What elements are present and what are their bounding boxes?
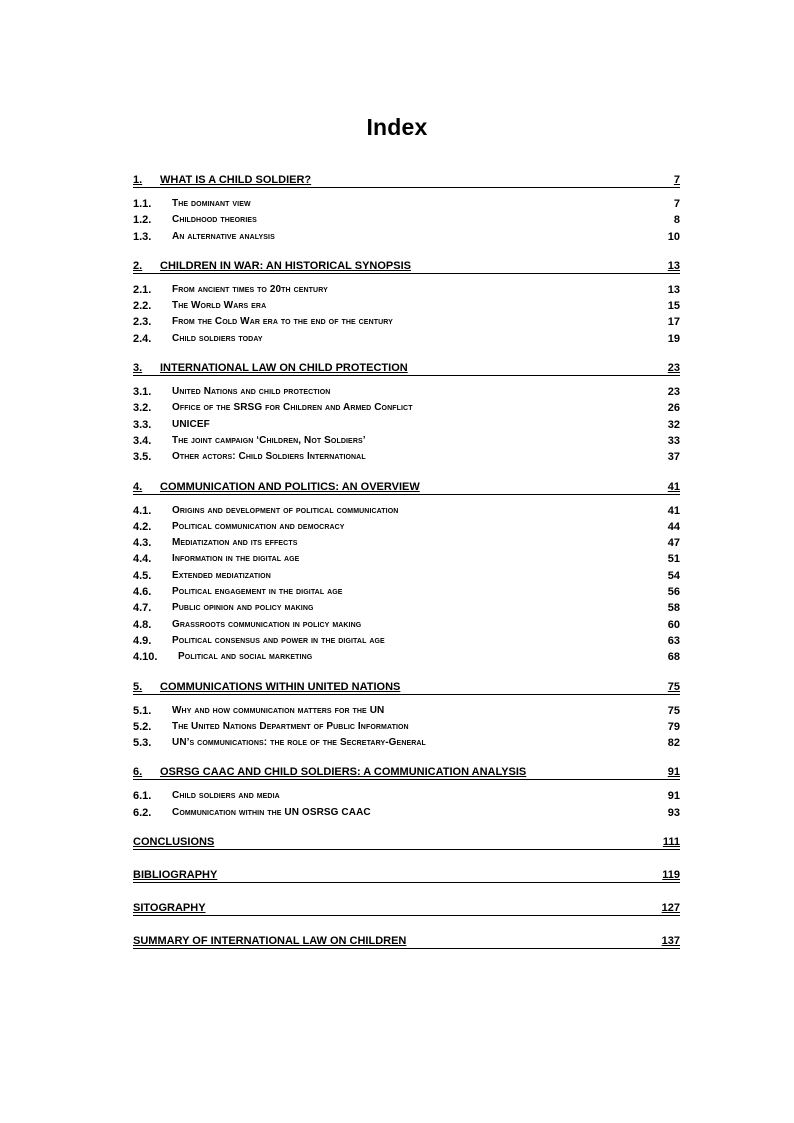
section-page: 54 bbox=[667, 569, 680, 582]
section-page: 82 bbox=[667, 737, 680, 750]
section-page: 23 bbox=[667, 386, 680, 399]
chapter-number: 4. bbox=[133, 480, 143, 493]
chapter-title: OSRSG CAAC AND CHILD SOLDIERS: A COMMUNICATION ANALYSIS bbox=[160, 766, 527, 779]
section-entry[interactable] bbox=[133, 703, 680, 719]
section-label bbox=[133, 703, 384, 719]
section-label bbox=[133, 617, 361, 633]
section-entry[interactable] bbox=[133, 503, 680, 519]
section-number: 3.2. bbox=[133, 402, 152, 415]
chapter-label bbox=[133, 174, 311, 187]
chapter-title: COMMUNICATIONS WITHIN UNITED NATIONS bbox=[160, 680, 401, 693]
section-title: The joint campaign ‘Children, Not Soldiers’ bbox=[172, 434, 366, 446]
section-entry[interactable] bbox=[133, 600, 680, 616]
section-label bbox=[133, 449, 366, 465]
section-entry[interactable] bbox=[133, 633, 680, 649]
section-number: 4.4. bbox=[133, 553, 152, 566]
section-page: 17 bbox=[667, 316, 680, 329]
chapter-entry[interactable] bbox=[133, 479, 680, 495]
section-title: Mediatization and its effects bbox=[172, 537, 298, 549]
section-title: Other actors: Child Soldiers International bbox=[172, 451, 366, 463]
section-page: 51 bbox=[667, 553, 680, 566]
back-matter-page: 137 bbox=[661, 935, 680, 948]
section-label bbox=[133, 584, 343, 600]
chapter-number: 3. bbox=[133, 362, 143, 375]
section-entry[interactable] bbox=[133, 314, 680, 330]
section-label bbox=[133, 519, 345, 535]
section-page: 7 bbox=[673, 198, 680, 210]
section-number: 3.3. bbox=[133, 418, 152, 431]
section-number: 1.2. bbox=[133, 214, 152, 227]
section-title: Extended mediatization bbox=[172, 569, 271, 581]
section-number: 4.3. bbox=[133, 537, 152, 550]
section-number: 4.5. bbox=[133, 569, 152, 582]
section-title: UN’s communications: the role of the Secretary-General bbox=[172, 737, 426, 749]
section-title: The World Wars era bbox=[172, 300, 267, 312]
section-title: Child soldiers today bbox=[172, 332, 263, 344]
chapter-page: 7 bbox=[673, 174, 680, 186]
chapter-entry[interactable] bbox=[133, 679, 680, 695]
page-title: Index bbox=[366, 114, 428, 140]
section-number: 1.1. bbox=[133, 198, 152, 210]
chapter-number: 1. bbox=[133, 174, 143, 186]
back-matter-title: SITOGRAPHY bbox=[133, 902, 206, 915]
section-label bbox=[133, 568, 271, 584]
chapter-title: INTERNATIONAL LAW ON CHILD PROTECTION bbox=[160, 362, 408, 375]
section-page: 15 bbox=[667, 300, 680, 313]
section-label bbox=[133, 229, 275, 245]
section-title: Political engagement in the digital age bbox=[172, 586, 343, 598]
section-label bbox=[133, 551, 299, 567]
section-page: 56 bbox=[667, 586, 680, 599]
section-entry[interactable] bbox=[133, 519, 680, 535]
section-label bbox=[133, 314, 393, 330]
section-label bbox=[133, 331, 263, 347]
section-label bbox=[133, 735, 426, 751]
chapter-page: 13 bbox=[667, 259, 680, 272]
section-title: Political and social marketing bbox=[178, 651, 313, 663]
section-page: 58 bbox=[667, 602, 680, 615]
chapter-title: CHILDREN IN WAR: AN HISTORICAL SYNOPSIS bbox=[160, 259, 411, 272]
back-matter-page: 127 bbox=[661, 902, 680, 915]
section-number: 2.1. bbox=[133, 283, 152, 296]
table-of-contents bbox=[133, 172, 680, 966]
section-number: 5.2. bbox=[133, 720, 152, 733]
section-title: Public opinion and policy making bbox=[172, 602, 314, 614]
section-number: 6.2. bbox=[133, 806, 152, 819]
section-title: From the Cold War era to the end of the century bbox=[172, 316, 393, 328]
section-entry[interactable] bbox=[133, 282, 680, 298]
section-label bbox=[133, 719, 409, 735]
chapter-label bbox=[133, 481, 420, 494]
section-label bbox=[133, 282, 328, 298]
back-matter-label bbox=[133, 935, 406, 948]
section-number: 3.5. bbox=[133, 451, 152, 464]
section-title: Office of the SRSG for Children and Armed Conflict bbox=[172, 402, 413, 414]
section-entry[interactable] bbox=[133, 298, 680, 314]
back-matter-entry[interactable] bbox=[133, 933, 680, 949]
section-entry[interactable] bbox=[133, 535, 680, 551]
section-page: 8 bbox=[673, 214, 680, 227]
section-label bbox=[133, 417, 210, 433]
section-entry[interactable] bbox=[133, 449, 680, 465]
chapter-page: 75 bbox=[667, 680, 680, 693]
section-entry[interactable] bbox=[133, 196, 680, 212]
section-page: 47 bbox=[667, 537, 680, 550]
section-page: 32 bbox=[667, 418, 680, 431]
chapter-entry[interactable] bbox=[133, 764, 680, 780]
section-entry[interactable] bbox=[133, 649, 680, 665]
section-number: 4.9. bbox=[133, 634, 152, 647]
section-number: 3.4. bbox=[133, 434, 152, 447]
section-label bbox=[133, 433, 366, 449]
section-entry[interactable] bbox=[133, 805, 680, 821]
section-page: 93 bbox=[667, 806, 680, 819]
section-entry[interactable] bbox=[133, 417, 680, 433]
section-title: Political consensus and power in the digital age bbox=[172, 634, 385, 646]
section-entry[interactable] bbox=[133, 788, 680, 804]
section-entry[interactable] bbox=[133, 212, 680, 228]
section-title: Information in the digital age bbox=[172, 553, 300, 565]
section-page: 41 bbox=[667, 504, 680, 517]
section-label bbox=[133, 212, 257, 228]
section-title: Childhood theories bbox=[172, 214, 257, 226]
section-title: Political communication and democracy bbox=[172, 520, 345, 532]
section-number: 4.7. bbox=[133, 602, 152, 615]
section-page: 68 bbox=[667, 651, 680, 664]
section-entry[interactable] bbox=[133, 331, 680, 347]
section-title: The United Nations Department of Public Information bbox=[172, 720, 409, 732]
section-number: 4.10. bbox=[133, 651, 158, 664]
section-number: 6.1. bbox=[133, 790, 152, 803]
back-matter-title: BIBLIOGRAPHY bbox=[133, 869, 218, 882]
section-label bbox=[133, 649, 312, 665]
section-label bbox=[133, 384, 330, 400]
section-page: 37 bbox=[667, 451, 680, 464]
section-page: 75 bbox=[667, 704, 680, 717]
section-label bbox=[133, 788, 280, 804]
section-page: 13 bbox=[667, 283, 680, 296]
section-page: 44 bbox=[667, 520, 680, 533]
back-matter-title: SUMMARY OF INTERNATIONAL LAW ON CHILDREN bbox=[133, 935, 407, 948]
section-page: 60 bbox=[667, 618, 680, 631]
section-entry[interactable] bbox=[133, 433, 680, 449]
section-number: 3.1. bbox=[133, 386, 152, 399]
back-matter-page: 119 bbox=[662, 869, 680, 882]
chapter-page: 23 bbox=[667, 362, 680, 375]
chapter-entry[interactable] bbox=[133, 360, 680, 376]
section-number: 2.2. bbox=[133, 300, 152, 313]
chapter-title: WHAT IS A CHILD SOLDIER? bbox=[160, 174, 312, 186]
section-entry[interactable] bbox=[133, 400, 680, 416]
section-label bbox=[133, 503, 398, 519]
section-number: 4.8. bbox=[133, 618, 152, 631]
back-matter-page: 111 bbox=[662, 836, 680, 849]
section-number: 2.4. bbox=[133, 332, 152, 345]
section-number: 4.6. bbox=[133, 586, 152, 599]
section-label bbox=[133, 400, 413, 416]
section-page: 91 bbox=[667, 790, 680, 803]
section-title: An alternative analysis bbox=[172, 230, 275, 242]
section-page: 33 bbox=[667, 434, 680, 447]
chapter-entry[interactable] bbox=[133, 258, 680, 274]
section-entry[interactable] bbox=[133, 719, 680, 735]
back-matter-label bbox=[133, 836, 214, 849]
chapter-title: COMMUNICATION AND POLITICS: AN OVERVIEW bbox=[160, 480, 420, 493]
section-title: Grassroots communication in policy making bbox=[172, 618, 362, 630]
section-label bbox=[133, 805, 371, 821]
section-page: 26 bbox=[667, 402, 680, 415]
section-label bbox=[133, 535, 297, 551]
section-title: Communication within the UN OSRSG CAAC bbox=[172, 806, 371, 818]
section-title: Why and how communication matters for the UN bbox=[172, 704, 385, 716]
back-matter-entry[interactable] bbox=[133, 867, 680, 883]
chapter-label bbox=[133, 260, 411, 273]
back-matter-title: CONCLUSIONS bbox=[133, 836, 215, 849]
section-entry[interactable] bbox=[133, 568, 680, 584]
section-number: 1.3. bbox=[133, 230, 152, 243]
section-page: 19 bbox=[667, 332, 680, 345]
section-title: Origins and development of political communication bbox=[172, 504, 399, 516]
chapter-page: 41 bbox=[667, 480, 680, 493]
section-title: Child soldiers and media bbox=[172, 790, 280, 802]
section-title: The dominant view bbox=[172, 198, 251, 209]
section-label bbox=[133, 633, 385, 649]
section-number: 4.2. bbox=[133, 520, 152, 533]
chapter-number: 2. bbox=[133, 259, 143, 272]
chapter-page: 91 bbox=[667, 766, 680, 779]
section-page: 79 bbox=[667, 720, 680, 733]
section-title: From ancient times to 20th century bbox=[172, 283, 328, 295]
chapter-number: 6. bbox=[133, 766, 143, 779]
section-entry[interactable] bbox=[133, 384, 680, 400]
section-entry[interactable] bbox=[133, 584, 680, 600]
section-label bbox=[133, 600, 314, 616]
back-matter-entry[interactable] bbox=[133, 834, 680, 850]
chapter-label bbox=[133, 766, 526, 779]
chapter-entry[interactable] bbox=[133, 172, 680, 188]
section-number: 5.3. bbox=[133, 737, 152, 750]
section-number: 4.1. bbox=[133, 504, 152, 517]
back-matter-entry[interactable] bbox=[133, 900, 680, 916]
back-matter-label bbox=[133, 902, 206, 915]
section-page: 63 bbox=[667, 634, 680, 647]
section-entry[interactable] bbox=[133, 229, 680, 245]
chapter-number: 5. bbox=[133, 680, 143, 693]
back-matter-label bbox=[133, 869, 217, 882]
section-number: 5.1. bbox=[133, 704, 152, 717]
section-entry[interactable] bbox=[133, 735, 680, 751]
section-entry[interactable] bbox=[133, 551, 680, 567]
section-label bbox=[133, 196, 251, 212]
section-title: United Nations and child protection bbox=[172, 386, 331, 398]
section-entry[interactable] bbox=[133, 617, 680, 633]
section-page: 10 bbox=[667, 230, 680, 243]
section-number: 2.3. bbox=[133, 316, 152, 329]
chapter-label bbox=[133, 362, 408, 375]
section-label bbox=[133, 298, 266, 314]
section-title: UNICEF bbox=[172, 418, 210, 430]
chapter-label bbox=[133, 681, 400, 694]
